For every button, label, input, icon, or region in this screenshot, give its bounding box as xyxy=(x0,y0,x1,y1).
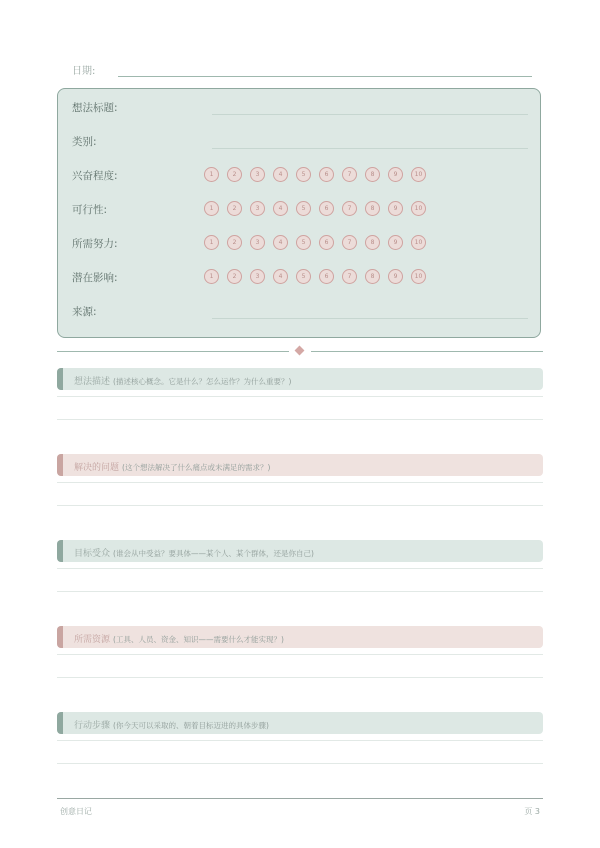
rating-circle-7[interactable]: 7 xyxy=(342,167,357,182)
feasibility-label: 可行性: xyxy=(72,204,108,216)
rating-circle-3[interactable]: 3 xyxy=(250,167,265,182)
rating-circle-10[interactable]: 10 xyxy=(411,167,426,182)
rating-circle-2[interactable]: 2 xyxy=(227,269,242,284)
idea-title-field[interactable] xyxy=(212,114,528,115)
rating-circle-3[interactable]: 3 xyxy=(250,235,265,250)
section-accent xyxy=(57,712,63,734)
section-header xyxy=(57,454,543,476)
section-header xyxy=(57,712,543,734)
rating-circle-5[interactable]: 5 xyxy=(296,201,311,216)
date-row xyxy=(72,62,532,80)
section-header xyxy=(57,540,543,562)
rating-circle-10[interactable]: 10 xyxy=(411,201,426,216)
section-hint: (工具、人员、资金、知识——需要什么才能实现？) xyxy=(113,635,284,644)
impact-row xyxy=(72,267,528,287)
rating-circle-3[interactable]: 3 xyxy=(250,201,265,216)
section-problem xyxy=(57,454,543,544)
section-header xyxy=(57,626,543,648)
rating-circle-5[interactable]: 5 xyxy=(296,269,311,284)
rating-circle-9[interactable]: 9 xyxy=(388,167,403,182)
source-row xyxy=(72,301,528,321)
rating-circle-7[interactable]: 7 xyxy=(342,269,357,284)
section-resources xyxy=(57,626,543,716)
section-hint: (你今天可以采取的、朝着目标迈进的具体步骤) xyxy=(113,721,269,730)
writing-line[interactable] xyxy=(57,654,543,655)
rating-circle-9[interactable]: 9 xyxy=(388,235,403,250)
rating-circle-8[interactable]: 8 xyxy=(365,167,380,182)
date-input-line[interactable] xyxy=(118,76,532,77)
idea-info-panel xyxy=(57,88,541,338)
section-title: 所需资源 xyxy=(74,635,111,645)
rating-circle-5[interactable]: 5 xyxy=(296,235,311,250)
writing-line[interactable] xyxy=(57,763,543,764)
rating-circle-3[interactable]: 3 xyxy=(250,269,265,284)
section-hint: (描述核心概念。它是什么？怎么运作？为什么重要？) xyxy=(113,377,292,386)
writing-line[interactable] xyxy=(57,591,543,592)
rating-circle-6[interactable]: 6 xyxy=(319,269,334,284)
rating-circle-8[interactable]: 8 xyxy=(365,269,380,284)
section-title: 行动步骤 xyxy=(74,721,111,731)
excitement-label: 兴奋程度: xyxy=(72,170,118,182)
rating-circle-5[interactable]: 5 xyxy=(296,167,311,182)
section-divider xyxy=(57,345,543,357)
rating-circle-9[interactable]: 9 xyxy=(388,269,403,284)
section-hint: (谁会从中受益？要具体——某个人、某个群体，还是你自己) xyxy=(113,549,314,558)
diamond-ornament-icon xyxy=(295,346,305,356)
rating-circle-2[interactable]: 2 xyxy=(227,201,242,216)
effort-row xyxy=(72,233,528,253)
date-label: 日期: xyxy=(72,66,96,77)
source-field[interactable] xyxy=(212,318,528,319)
rating-circle-1[interactable]: 1 xyxy=(204,167,219,182)
section-title: 解决的问题 xyxy=(74,463,120,473)
section-hint: (这个想法解决了什么痛点或未满足的需求？) xyxy=(122,463,271,472)
rating-circle-1[interactable]: 1 xyxy=(204,235,219,250)
writing-line[interactable] xyxy=(57,482,543,483)
category-row xyxy=(72,131,528,151)
rating-circle-1[interactable]: 1 xyxy=(204,201,219,216)
section-audience xyxy=(57,540,543,630)
rating-circle-4[interactable]: 4 xyxy=(273,235,288,250)
impact-label: 潜在影响: xyxy=(72,272,118,284)
source-label: 来源: xyxy=(72,306,97,318)
rating-circle-4[interactable]: 4 xyxy=(273,269,288,284)
category-field[interactable] xyxy=(212,148,528,149)
rating-circle-4[interactable]: 4 xyxy=(273,167,288,182)
feasibility-row xyxy=(72,199,528,219)
rating-circle-6[interactable]: 6 xyxy=(319,167,334,182)
category-label: 类别: xyxy=(72,136,97,148)
footer-rule xyxy=(57,798,543,799)
rating-circle-6[interactable]: 6 xyxy=(319,201,334,216)
section-accent xyxy=(57,454,63,476)
footer-journal-name: 创意日记 xyxy=(60,807,92,816)
rating-circle-8[interactable]: 8 xyxy=(365,235,380,250)
page-footer xyxy=(57,798,543,818)
excitement-row xyxy=(72,165,528,185)
writing-line[interactable] xyxy=(57,568,543,569)
section-description xyxy=(57,368,543,458)
writing-line[interactable] xyxy=(57,677,543,678)
section-action-steps xyxy=(57,712,543,802)
idea-title-label: 想法标题: xyxy=(72,102,118,114)
rating-circle-6[interactable]: 6 xyxy=(319,235,334,250)
rating-circle-9[interactable]: 9 xyxy=(388,201,403,216)
section-header xyxy=(57,368,543,390)
writing-line[interactable] xyxy=(57,505,543,506)
rating-circle-1[interactable]: 1 xyxy=(204,269,219,284)
footer-page-number: 页 3 xyxy=(524,807,540,816)
rating-circle-7[interactable]: 7 xyxy=(342,235,357,250)
idea-title-row xyxy=(72,97,528,117)
section-title: 想法描述 xyxy=(74,377,111,387)
writing-line[interactable] xyxy=(57,740,543,741)
section-accent xyxy=(57,540,63,562)
divider-line-right xyxy=(311,351,543,352)
section-accent xyxy=(57,368,63,390)
effort-label: 所需努力: xyxy=(72,238,118,250)
rating-circle-2[interactable]: 2 xyxy=(227,167,242,182)
rating-circle-7[interactable]: 7 xyxy=(342,201,357,216)
rating-circle-10[interactable]: 10 xyxy=(411,235,426,250)
rating-circle-4[interactable]: 4 xyxy=(273,201,288,216)
section-title: 目标受众 xyxy=(74,549,111,559)
writing-line[interactable] xyxy=(57,396,543,397)
writing-line[interactable] xyxy=(57,419,543,420)
rating-circle-2[interactable]: 2 xyxy=(227,235,242,250)
rating-circle-10[interactable]: 10 xyxy=(411,269,426,284)
divider-line-left xyxy=(57,351,289,352)
rating-circle-8[interactable]: 8 xyxy=(365,201,380,216)
section-accent xyxy=(57,626,63,648)
